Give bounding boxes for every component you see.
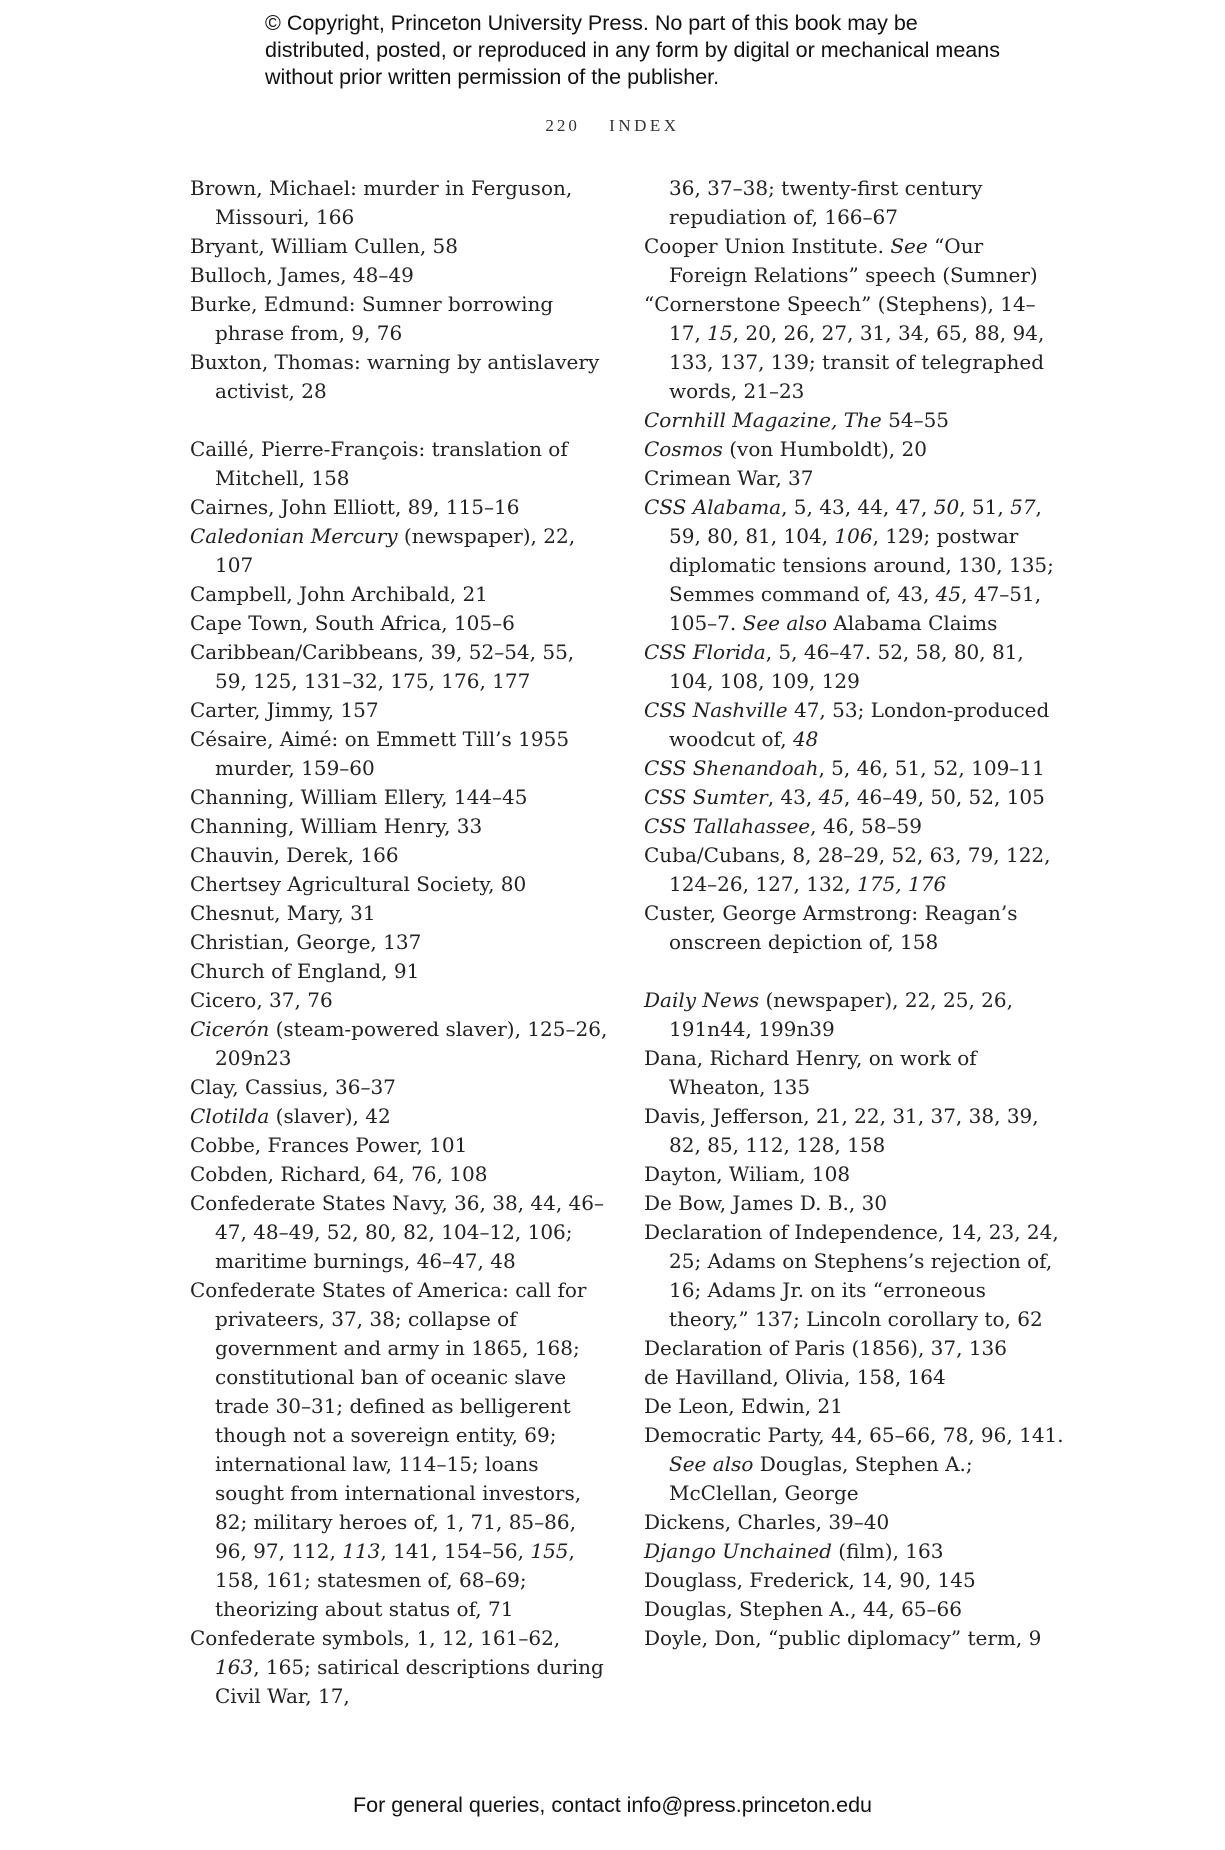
index-entry-italic-text: CSS Tallahassee — [644, 814, 811, 838]
index-entry-text: (steam-powered slaver), 125–26, 209n23 — [215, 1017, 608, 1070]
index-entry-text: Caillé, Pierre-François: translation of Mitchell, 158 — [190, 437, 568, 490]
index-entry-text: (slaver), 42 — [269, 1104, 391, 1128]
index-entry-text: , 51, — [959, 495, 1011, 519]
index-entry-text: Douglas, Stephen A., 44, 65–66 — [644, 1597, 962, 1621]
index-entry-text: (von Humboldt), 20 — [722, 437, 927, 461]
index-entry — [190, 899, 610, 928]
index-entry-text: Cape Town, South Africa, 105–6 — [190, 611, 515, 635]
index-entry-italic-text: Django Unchained — [644, 1539, 832, 1563]
index-entry-italic-text: 106 — [834, 524, 873, 548]
index-entry — [190, 1073, 610, 1102]
index-entry-text: 36, 37–38; twenty-first century repudiation of, 166–67 — [669, 176, 983, 229]
index-entry — [190, 638, 610, 696]
index-entry-text: 54–55 — [881, 408, 950, 432]
index-entry-italic-text: CSS Alabama — [644, 495, 782, 519]
index-entry — [190, 348, 610, 406]
index-entry — [644, 464, 1064, 493]
index-entry-italic-text: 15 — [707, 321, 733, 345]
index-entry — [190, 928, 610, 957]
index-entry-text: Dayton, Wiliam, 108 — [644, 1162, 851, 1186]
index-entry — [644, 1421, 1064, 1508]
index-entry-text: , 5, 46, 51, 52, 109–11 — [818, 756, 1045, 780]
index-entry — [190, 493, 610, 522]
index-entry-text: Confederate States Navy, 36, 38, 44, 46–47, 48–49, 52, 80, 82, 104–12, 106; maritime burnings, 46–47, 48 — [190, 1191, 604, 1273]
index-entry-text: 47, 53; London-produced woodcut of, — [669, 698, 1050, 751]
index-entry — [190, 725, 610, 783]
index-entry-text: Césaire, Aimé: on Emmett Till’s 1955 murder, 159–60 — [190, 727, 570, 780]
index-entry — [190, 609, 610, 638]
index-entry — [190, 522, 610, 580]
index-entry — [644, 406, 1064, 435]
index-entry-text: , 46, 58–59 — [810, 814, 922, 838]
index-entry-text: Confederate symbols, 1, 12, 161–62, — [190, 1626, 561, 1650]
index-entry — [644, 638, 1064, 696]
index-entry — [190, 841, 610, 870]
index-entry — [190, 986, 610, 1015]
index-entry-italic-text: CSS Florida — [644, 640, 766, 664]
index-entry-italic-text: Clotilda — [190, 1104, 270, 1128]
index-entry-text: Chesnut, Mary, 31 — [190, 901, 376, 925]
index-entry-text: (newspaper), 22, 25, 26, 191n44, 199n39 — [669, 988, 1013, 1041]
index-entry-italic-text: 155 — [530, 1539, 569, 1563]
index-entry-text: Cuba/Cubans, 8, 28–29, 52, 63, 79, 122, 124–26, 127, 132, — [644, 843, 1051, 896]
index-entry — [190, 261, 610, 290]
index-entry — [644, 841, 1064, 899]
index-entry — [644, 1537, 1064, 1566]
index-entry-text: Channing, William Ellery, 144–45 — [190, 785, 528, 809]
index-entry-text: Crimean War, 37 — [644, 466, 814, 490]
index-entry-text: Cicero, 37, 76 — [190, 988, 333, 1012]
index-entry-text: Custer, George Armstrong: Reagan’s onscreen depiction of, 158 — [644, 901, 1018, 954]
index-entry-text: Cobbe, Frances Power, 101 — [190, 1133, 468, 1157]
index-entry-text: Bulloch, James, 48–49 — [190, 263, 414, 287]
index-entry-italic-text: See — [890, 234, 928, 258]
index-entry — [190, 1160, 610, 1189]
index-entry-italic-text: 50 — [933, 495, 960, 519]
index-entry — [190, 783, 610, 812]
index-entry-text: , 5, 43, 44, 47, — [781, 495, 934, 519]
index-entry-text: Democratic Party, 44, 65–66, 78, 96, 141. — [644, 1423, 1064, 1447]
index-entry-italic-text: 45 — [935, 582, 962, 606]
index-entry — [190, 1276, 610, 1624]
index-entry-text: Campbell, John Archibald, 21 — [190, 582, 488, 606]
index-entry-text: Carter, Jimmy, 157 — [190, 698, 379, 722]
index-entry-text: , 165; satirical descriptions during Civil War, 17, — [215, 1655, 604, 1708]
index-entry-text: Douglass, Frederick, 14, 90, 145 — [644, 1568, 976, 1592]
index-entry-text: Bryant, William Cullen, 58 — [190, 234, 459, 258]
index-entry-text: Chauvin, Derek, 166 — [190, 843, 399, 867]
index-entry-italic-text: CSS Shenandoah — [644, 756, 819, 780]
index-entry — [644, 174, 1064, 232]
index-entry-italic-text: 45 — [818, 785, 845, 809]
section-title: INDEX — [609, 116, 680, 135]
index-entry-text: , 59, 80, 81, 104, — [669, 495, 1042, 548]
index-entry-italic-text: Cicerón — [190, 1017, 270, 1041]
index-entry — [644, 1508, 1064, 1537]
index-entry-italic-text: See also — [669, 1452, 754, 1476]
index-entry — [644, 1334, 1064, 1363]
index-entry — [644, 1624, 1064, 1653]
index-entry-text: Caribbean/Caribbeans, 39, 52–54, 55, 59, 125, 131–32, 175, 176, 177 — [190, 640, 575, 693]
index-entry — [644, 493, 1064, 638]
index-entry-text: de Havilland, Olivia, 158, 164 — [644, 1365, 946, 1389]
index-entry — [644, 899, 1064, 957]
index-entry-italic-text: Cosmos — [644, 437, 723, 461]
index-entry — [644, 1189, 1064, 1218]
index-entry-text: (film), 163 — [831, 1539, 944, 1563]
index-entry-text: De Leon, Edwin, 21 — [644, 1394, 843, 1418]
index-entry-text: Declaration of Paris (1856), 37, 136 — [644, 1336, 1008, 1360]
index-entry-italic-text: See also — [742, 611, 827, 635]
contact-footer: For general queries, contact info@press.princeton.edu — [352, 1793, 872, 1817]
index-entry-text: Cobden, Richard, 64, 76, 108 — [190, 1162, 488, 1186]
index-entry-italic-text: Daily News — [644, 988, 760, 1012]
index-entry-text: Alabama Claims — [826, 611, 998, 635]
index-entry-italic-text: Cornhill Magazine, The — [644, 408, 882, 432]
index-entry-text: Dana, Richard Henry, on work of Wheaton, 135 — [644, 1046, 977, 1099]
index-entry — [644, 986, 1064, 1044]
index-entry — [190, 435, 610, 493]
index-entry-text: Burke, Edmund: Sumner borrowing phrase from, 9, 76 — [190, 292, 554, 345]
index-entry-text: Brown, Michael: murder in Ferguson, Missouri, 166 — [190, 176, 573, 229]
index-entry-italic-text: CSS Nashville — [644, 698, 788, 722]
index-entry-italic-text: 175, 176 — [857, 872, 947, 896]
index-entry-text: Chertsey Agricultural Society, 80 — [190, 872, 527, 896]
index-entry-text: , 20, 26, 27, 31, 34, 65, 88, 94, 133, 137, 139; transit of telegraphed words, 21–23 — [669, 321, 1045, 403]
index-entry — [190, 1015, 610, 1073]
page-number: 220 — [545, 116, 580, 135]
index-entry — [190, 870, 610, 899]
index-entry — [190, 1624, 610, 1711]
index-entry-text: , 46–49, 50, 52, 105 — [844, 785, 1045, 809]
index-entry-text: Channing, William Henry, 33 — [190, 814, 483, 838]
index-entry-text: Church of England, 91 — [190, 959, 420, 983]
index-entry — [190, 174, 610, 232]
index-entry — [190, 580, 610, 609]
index-entry — [644, 1218, 1064, 1334]
index-entry-text: Buxton, Thomas: warning by antislavery activist, 28 — [190, 350, 600, 403]
index-entry — [644, 435, 1064, 464]
index-entry-italic-text: 48 — [792, 727, 819, 751]
index-entry — [190, 696, 610, 725]
index-entry-italic-text: 163 — [215, 1655, 254, 1679]
index-entry-text: (newspaper), 22, 107 — [215, 524, 576, 577]
index-entry-text: Davis, Jefferson, 21, 22, 31, 37, 38, 39, 82, 85, 112, 128, 158 — [644, 1104, 1039, 1157]
index-entry-italic-text: CSS Sumter — [644, 785, 768, 809]
index-entry — [190, 957, 610, 986]
index-entry-text: “Our Foreign Relations” speech (Sumner) — [669, 234, 1038, 287]
index-entry — [644, 1160, 1064, 1189]
index-entry — [644, 696, 1064, 754]
index-entry-text: Dickens, Charles, 39–40 — [644, 1510, 890, 1534]
index-entry-italic-text: 57 — [1010, 495, 1036, 519]
index-entry-italic-text: 113 — [342, 1539, 381, 1563]
index-entry-text: Declaration of Independence, 14, 23, 24, 25; Adams on Stephens’s rejection of, 16; Adams Jr. on its “erroneous theory,” 137; Lincoln corollary to, 62 — [644, 1220, 1059, 1331]
index-entry — [644, 290, 1064, 406]
index-column-left — [190, 174, 610, 1711]
index-entry — [190, 290, 610, 348]
index-entry-text: Christian, George, 137 — [190, 930, 422, 954]
index-entry-text: De Bow, James D. B., 30 — [644, 1191, 888, 1215]
index-entry — [644, 1044, 1064, 1102]
index-entry-text: , 43, — [767, 785, 819, 809]
index-entry-text: , 5, 46–47. 52, 58, 80, 81, 104, 108, 109, 129 — [669, 640, 1024, 693]
index-entry — [190, 1189, 610, 1276]
index-entry-text: , 141, 154–56, — [380, 1539, 531, 1563]
index-entry-italic-text: Caledonian Mercury — [190, 524, 398, 548]
index-entry-text: , 158, 161; statesmen of, 68–69; theorizing about status of, 71 — [215, 1539, 575, 1621]
index-entry-text: Cooper Union Institute. — [644, 234, 891, 258]
index-entry-text: , 129; postwar diplomatic tensions around, 130, 135; Semmes command of, 43, — [669, 524, 1054, 606]
index-entry-text: Confederate States of America: call for privateers, 37, 38; collapse of government and army in 1865, 168; constitutional ban of oceanic slave trade 30–31; defined as belligerent though not a sovereign entity, 69; international law, 114–15; loans sought from international investors, 82; military heroes of, 1, 71, 85–86, 96, 97, 112, — [190, 1278, 587, 1563]
index-entry-text: Doyle, Don, “public diplomacy” term, 9 — [644, 1626, 1042, 1650]
index-entry — [190, 812, 610, 841]
copyright-notice: © Copyright, Princeton University Press. No part of this book may be distributed, posted, or reproduced in any form by digital or mechanical means without prior written permission of the publisher. — [265, 11, 1000, 89]
index-entry — [644, 812, 1064, 841]
index-entry — [644, 1566, 1064, 1595]
index-entry-text: “Cornerstone Speech” (Stephens), 14–17, — [644, 292, 1036, 345]
index-entry — [190, 232, 610, 261]
index-entry — [644, 1595, 1064, 1624]
index-entry — [190, 1102, 610, 1131]
index-entry — [644, 232, 1064, 290]
index-entry-text: Cairnes, John Elliott, 89, 115–16 — [190, 495, 520, 519]
index-entry — [644, 754, 1064, 783]
index-entry — [644, 1363, 1064, 1392]
index-entry — [644, 1102, 1064, 1160]
running-head — [0, 116, 1225, 136]
index-entry-text: Douglas, Stephen A.; McClellan, George — [669, 1452, 973, 1505]
index-entry-text: , 47–51, 105–7. — [669, 582, 1042, 635]
index-entry — [644, 1392, 1064, 1421]
index-column-right — [644, 174, 1064, 1653]
index-entry — [644, 783, 1064, 812]
index-entry-text: Clay, Cassius, 36–37 — [190, 1075, 396, 1099]
index-entry — [190, 1131, 610, 1160]
